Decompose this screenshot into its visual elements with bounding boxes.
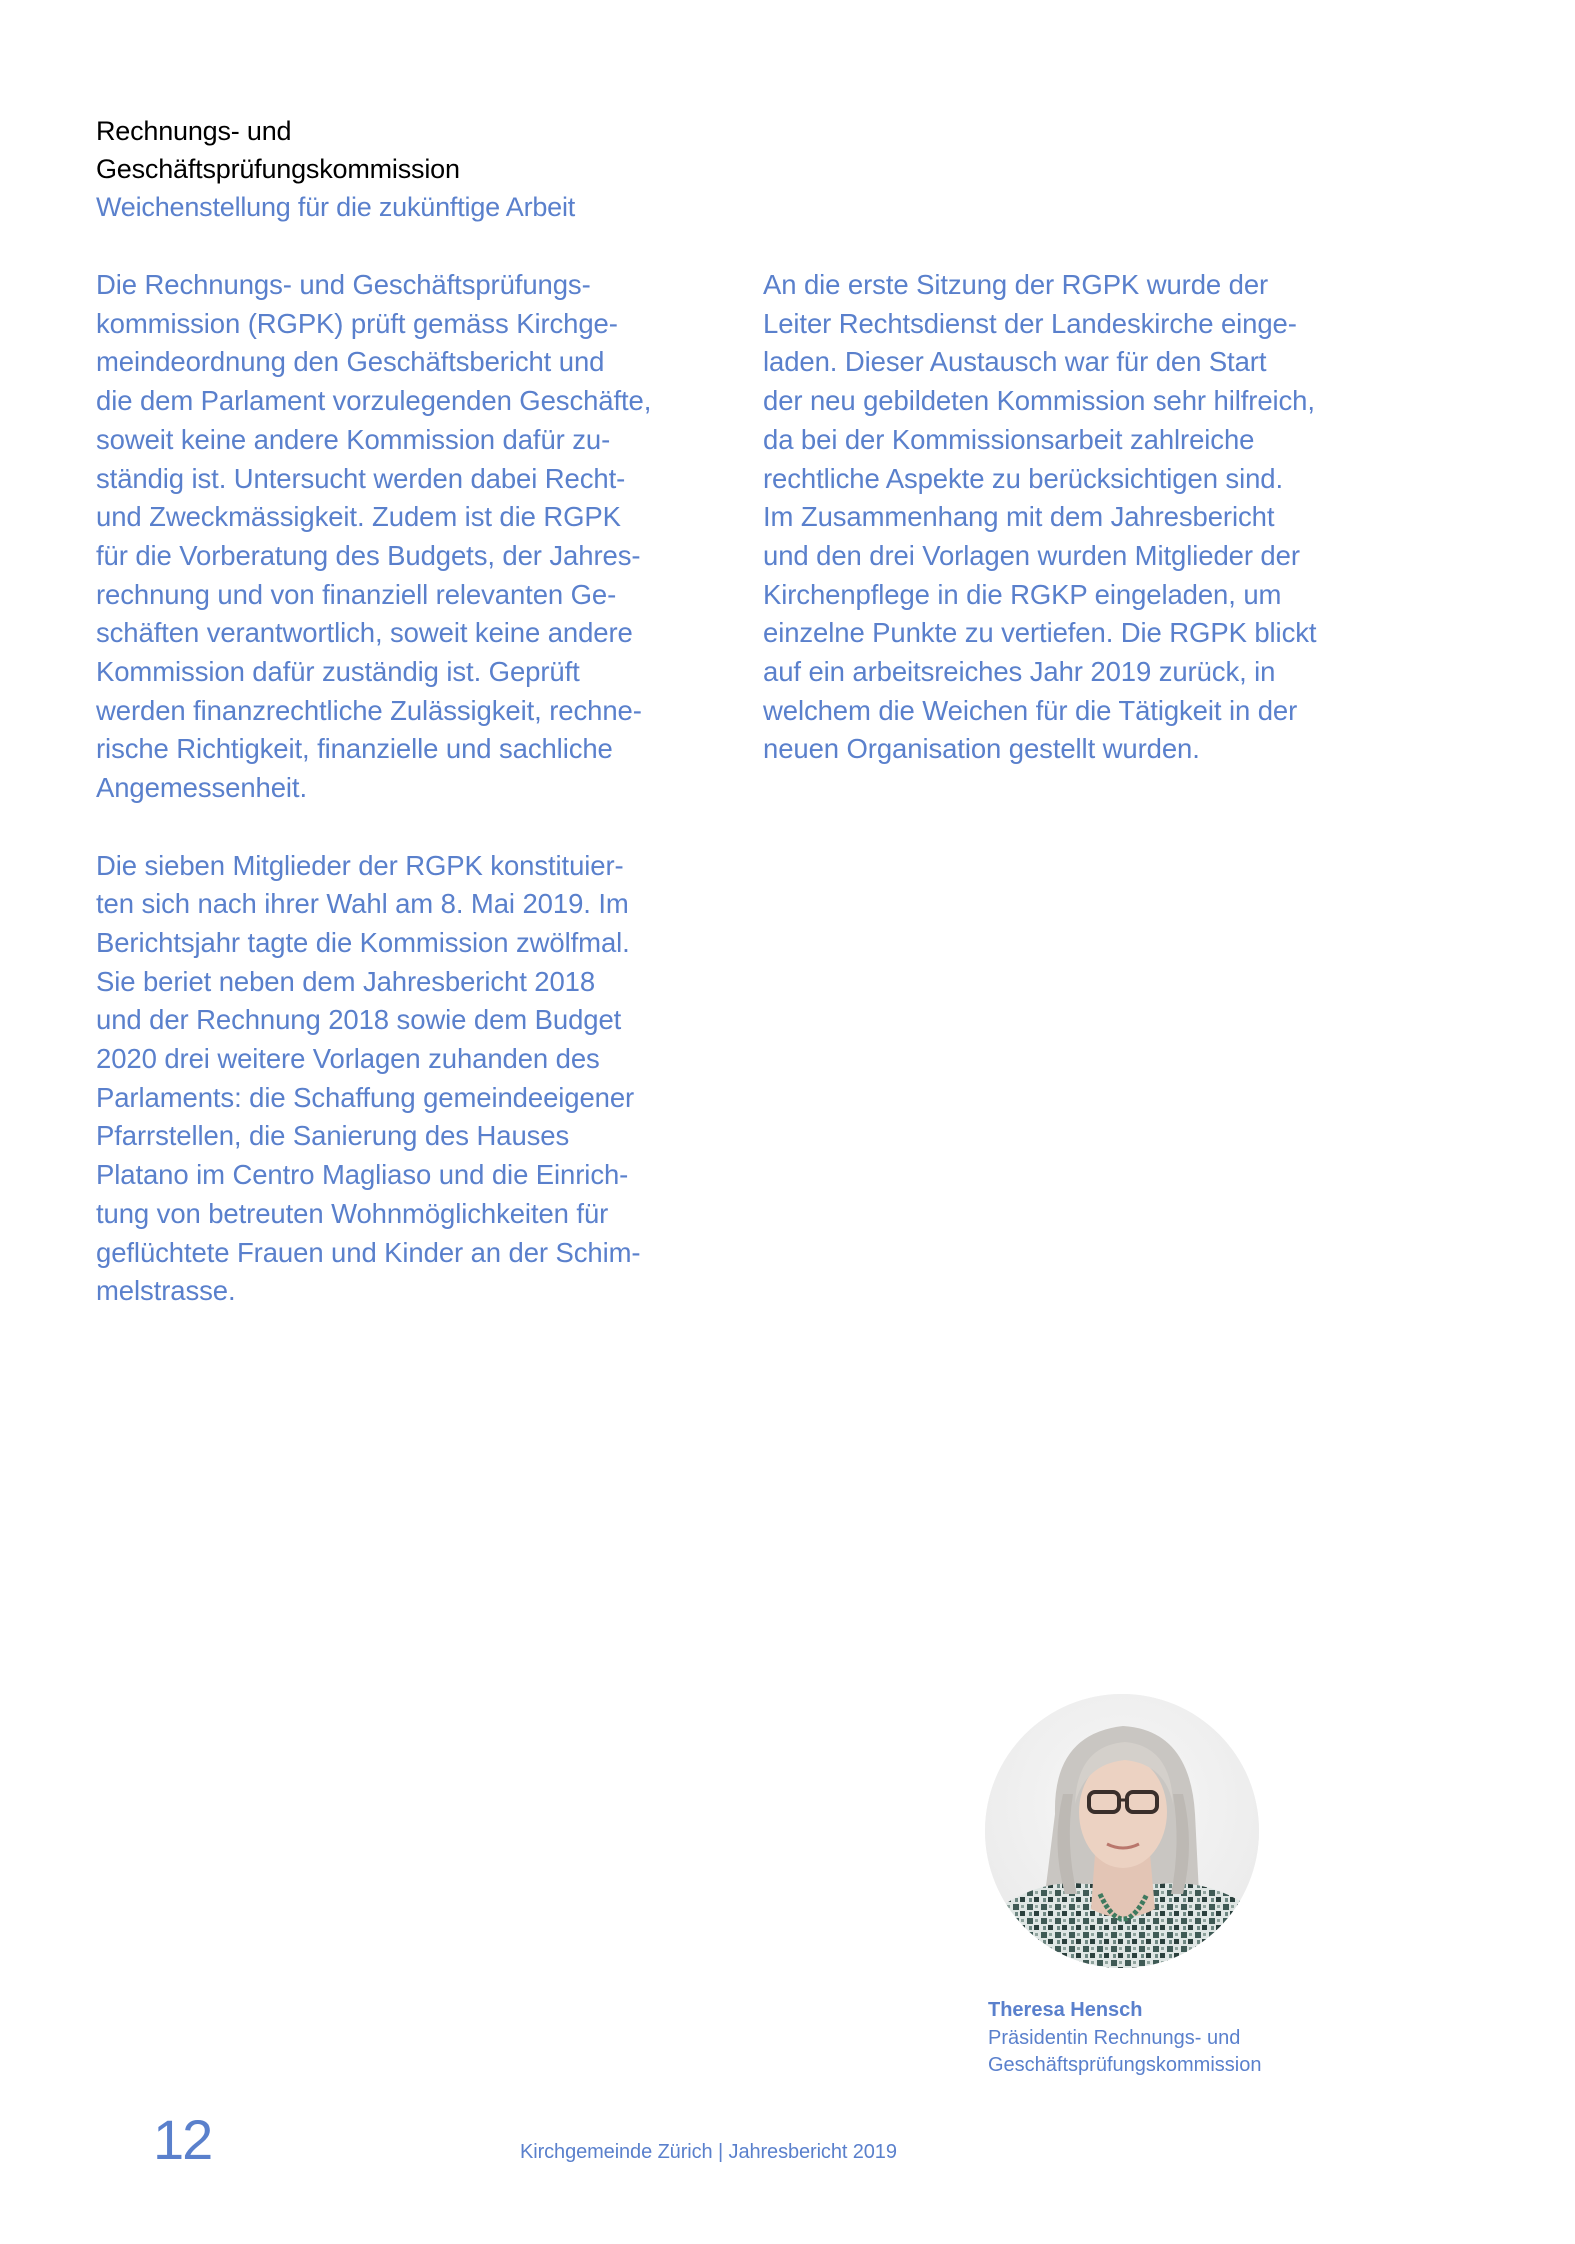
person-name: Theresa Hensch: [988, 1999, 1143, 2021]
section-title-line-2: Geschäftsprüfungskommission: [96, 154, 460, 184]
person-role-line-2: Geschäftsprüfungskommission: [988, 2054, 1262, 2076]
page-header: [96, 112, 575, 226]
portrait-caption: [988, 1997, 1261, 2080]
left-text-column: [96, 266, 736, 1311]
section-title-line-1: Rechnungs- und: [96, 116, 292, 146]
page-number: 12: [153, 2108, 212, 2171]
paragraph: An die erste Sitzung der RGPK wurde der Leiter Rechtsdienst der Landeskirche einge- laden. Dieser Austausch war für den Start der neu gebildeten Kommission sehr hilfreich, da bei der Kommissionsarbeit zahlreiche rechtliche Aspekte zu berücksichtigen sind. Im Zusammenhang mit dem Jahresbericht und den drei Vorlagen wurden Mitglieder der Kirchenpflege in die RGKP eingeladen, um einzelne Punkte zu vertiefen. Die RGPK blickt auf ein arbeitsreiches Jahr 2019 zurück, in welchem die Weichen für die Tätigkeit in der neuen Organisation gestellt wurden.: [763, 269, 1317, 765]
footer-publication: Kirchgemeinde Zürich | Jahresbericht 2019: [520, 2141, 897, 2163]
section-subtitle: Weichenstellung für die zukünftige Arbeit: [96, 192, 576, 222]
person-role-line-1: Präsidentin Rechnungs- und: [988, 2026, 1241, 2049]
right-text-column: [763, 266, 1403, 769]
paragraph: Die Rechnungs- und Geschäftsprüfungs- kommission (RGPK) prüft gemäss Kirchge- meindeordnung den Geschäftsbericht und die dem Parlament vorzulegenden Geschäfte, soweit keine andere Kommission dafür zu- ständig ist. Untersucht werden dabei Recht- und Zweckmässigkeit. Zudem ist die RGPK für die Vorberatung des Budgets, der Jahres- rechnung und von finanziell relevanten Ge- schäften verantwortlich, soweit keine andere Kommission dafür zuständig ist. Geprüft werden finanzrechtliche Zulässigkeit, rechne- rische Richtigkeit, finanzielle und sachliche Angemessenheit.: [96, 269, 652, 804]
portrait-illustration: [985, 1694, 1259, 1968]
portrait-photo: [985, 1694, 1259, 1968]
paragraph: Die sieben Mitglieder der RGPK konstituier- ten sich nach ihrer Wahl am 8. Mai 2019. Im Berichtsjahr tagte die Kommission zwölfmal. Sie beriet neben dem Jahresbericht 2018 und der Rechnung 2018 sowie dem Budget 2020 drei weitere Vorlagen zuhanden des Parlaments: die Schaffung gemeindeeigener Pfarrstellen, die Sanierung des Hauses Platano im Centro Magliaso und die Einrich- tung von betreuten Wohnmöglichkeiten für geflüchtete Frauen und Kinder an der Schim- melstrasse.: [96, 849, 641, 1307]
